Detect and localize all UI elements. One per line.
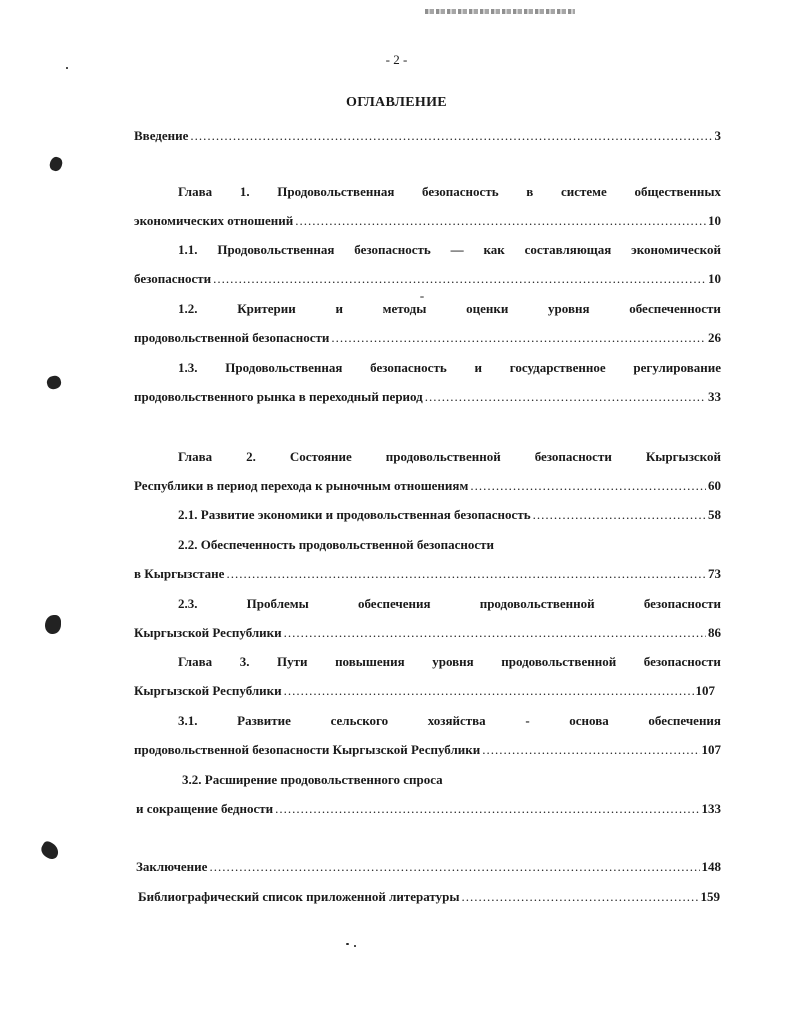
toc-section-1-2-line2: продовольственной безопасности ..... 26 xyxy=(134,330,721,350)
toc-chapter2-line2: Республики в период перехода к рыночным отношениям ..... 60 xyxy=(134,478,721,498)
toc-section-3-2-line1: 3.2. Расширение продовольственного спроса xyxy=(182,772,443,787)
toc-entry-conclusion: Заключение ..... 148 xyxy=(136,859,721,879)
toc-page: 3 xyxy=(714,128,721,143)
toc-chapter1-line1: Глава 1. Продовольственная безопасность в системе общественных xyxy=(178,184,721,199)
toc-section-1-1-line1: 1.1. Продовольственная безопасность — как составляющая экономической xyxy=(178,242,721,257)
toc-entry-bibliography: Библиографический список приложенной литературы ..... 159 xyxy=(138,889,720,909)
toc-chapter1-line2: экономических отношений ..... 10 xyxy=(134,213,721,233)
toc-section-1-3-line1: 1.3. Продовольственная безопасность и государственное регулирование xyxy=(178,360,721,375)
toc-section-1-1-line2: безопасности ..... 10 xyxy=(134,271,721,291)
page-number: - 2 - xyxy=(385,52,408,67)
toc-chapter3-line2: Кыргызской Республики ..... 107 xyxy=(134,683,715,703)
toc-section-2-3-line1: 2.3. Проблемы обеспечения продовольственной безопасности xyxy=(178,596,721,611)
toc-entry-intro xyxy=(134,128,721,148)
toc-chapter2-line1: Глава 2. Состояние продовольственной безопасности Кыргызской xyxy=(178,449,721,464)
toc-section-3-1-line1: 3.1. Развитие сельского хозяйства - основа обеспечения xyxy=(178,713,721,728)
toc-section-3-2-line2: и сокращение бедности ..... 133 xyxy=(136,801,721,821)
toc-section-1-3-line2: продовольственного рынка в переходный период ..... 33 xyxy=(134,389,721,409)
toc-section-2-2-line1: 2.2. Обеспеченность продовольственной безопасности xyxy=(178,537,495,552)
toc-section-2-2-line2: в Кыргызстане ..... 73 xyxy=(134,566,721,586)
scan-artifact xyxy=(425,9,575,14)
page-title: ОГЛАВЛЕНИЕ xyxy=(346,95,447,110)
toc-label: Введение xyxy=(134,128,189,143)
toc-chapter3-line1: Глава 3. Пути повышения уровня продовольственной безопасности xyxy=(178,654,721,669)
toc-section-2-1: 2.1. Развитие экономики и продовольственная безопасность ..... 58 xyxy=(134,507,721,527)
toc-section-2-3-line2: Кыргызской Республики ..... 86 xyxy=(134,625,721,645)
toc-section-1-2-line1: 1.2. Критерии и методы оценки уровня обеспеченности xyxy=(178,301,721,316)
toc-section-3-1-line2: продовольственной безопасности Кыргызской Республики ..... 107 xyxy=(134,742,721,762)
